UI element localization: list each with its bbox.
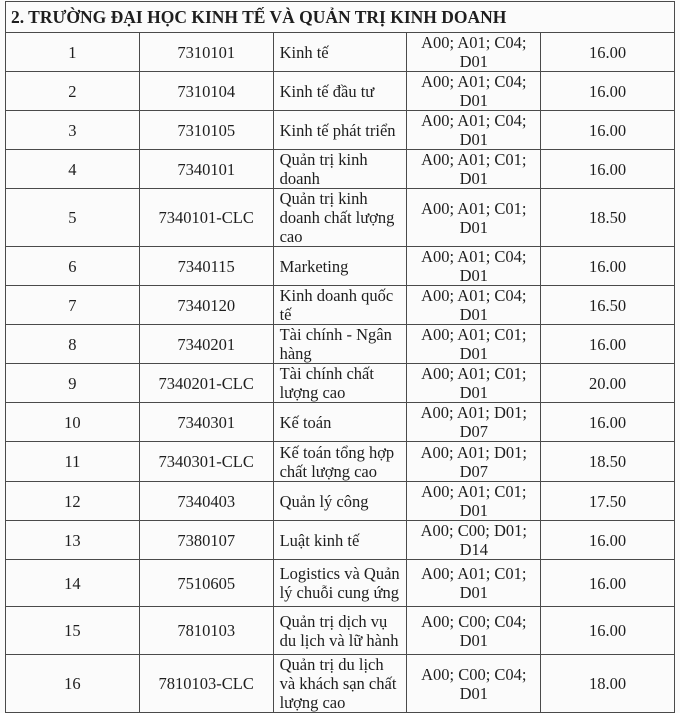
row-number: 6 [6,247,140,286]
major-name: Kinh tế [273,33,407,72]
table-row [6,33,675,72]
major-code: 7380107 [139,521,273,560]
major-code: 7340301 [139,403,273,442]
subject-combination: A00; A01; C01; D01 [407,560,541,607]
subject-combination: A00; A01; D01; D07 [407,403,541,442]
major-name: Logistics và Quản lý chuỗi cung ứng [273,560,407,607]
table-row [6,482,675,521]
subject-combination: A00; A01; C01; D01 [407,364,541,403]
subject-combination: A00; C00; C04; D01 [407,607,541,655]
major-name: Luật kinh tế [273,521,407,560]
subject-combination: A00; A01; C01; D01 [407,150,541,189]
cutoff-score: 18.50 [541,442,675,482]
subject-combination: A00; A01; C04; D01 [407,72,541,111]
cutoff-score: 16.00 [541,560,675,607]
row-number: 16 [6,655,140,713]
table-row [6,72,675,111]
cutoff-score: 16.00 [541,521,675,560]
major-name: Quản trị dịch vụ du lịch và lữ hành [273,607,407,655]
cutoff-score: 20.00 [541,364,675,403]
row-number: 1 [6,33,140,72]
major-name: Quản trị du lịch và khách sạn chất lượng cao [273,655,407,713]
table-row [6,189,675,247]
table-row [6,607,675,655]
subject-combination: A00; A01; C04; D01 [407,111,541,150]
major-name: Quản lý công [273,482,407,521]
major-name: Kinh tế phát triển [273,111,407,150]
major-code: 7340101 [139,150,273,189]
table-row [6,403,675,442]
row-number: 8 [6,325,140,364]
row-number: 3 [6,111,140,150]
major-name: Kinh tế đầu tư [273,72,407,111]
major-code: 7310101 [139,33,273,72]
table-row [6,150,675,189]
major-code: 7810103-CLC [139,655,273,713]
major-name: Tài chính chất lượng cao [273,364,407,403]
cutoff-score: 16.50 [541,286,675,325]
major-name: Quản trị kinh doanh [273,150,407,189]
row-number: 7 [6,286,140,325]
cutoff-score: 16.00 [541,247,675,286]
cutoff-score: 18.50 [541,189,675,247]
major-name: Tài chính - Ngân hàng [273,325,407,364]
major-code: 7310105 [139,111,273,150]
major-name: Kế toán tổng hợp chất lượng cao [273,442,407,482]
major-code: 7340201 [139,325,273,364]
table-row [6,247,675,286]
subject-combination: A00; C00; D01; D14 [407,521,541,560]
admission-scores-table [5,1,675,713]
cutoff-score: 16.00 [541,33,675,72]
table-row [6,560,675,607]
major-code: 7340120 [139,286,273,325]
major-name: Kế toán [273,403,407,442]
subject-combination: A00; C00; C04; D01 [407,655,541,713]
subject-combination: A00; A01; C04; D01 [407,33,541,72]
cutoff-score: 16.00 [541,72,675,111]
subject-combination: A00; A01; D01; D07 [407,442,541,482]
row-number: 9 [6,364,140,403]
major-name: Quản trị kinh doanh chất lượng cao [273,189,407,247]
subject-combination: A00; A01; C04; D01 [407,247,541,286]
section-title: 2. TRƯỜNG ĐẠI HỌC KINH TẾ VÀ QUẢN TRỊ KINH DOANH [6,2,675,33]
section-header-row [6,2,675,33]
cutoff-score: 16.00 [541,607,675,655]
row-number: 5 [6,189,140,247]
major-code: 7340403 [139,482,273,521]
table-row [6,286,675,325]
table-row [6,655,675,713]
row-number: 4 [6,150,140,189]
major-code: 7340115 [139,247,273,286]
table-row [6,364,675,403]
major-code: 7340201-CLC [139,364,273,403]
table-row [6,111,675,150]
subject-combination: A00; A01; C01; D01 [407,325,541,364]
major-code: 7510605 [139,560,273,607]
row-number: 15 [6,607,140,655]
cutoff-score: 16.00 [541,111,675,150]
row-number: 10 [6,403,140,442]
major-code: 7340301-CLC [139,442,273,482]
table-row [6,521,675,560]
subject-combination: A00; A01; C01; D01 [407,482,541,521]
row-number: 2 [6,72,140,111]
row-number: 13 [6,521,140,560]
subject-combination: A00; A01; C01; D01 [407,189,541,247]
major-code: 7810103 [139,607,273,655]
major-code: 7310104 [139,72,273,111]
subject-combination: A00; A01; C04; D01 [407,286,541,325]
table-row [6,325,675,364]
cutoff-score: 16.00 [541,325,675,364]
major-name: Marketing [273,247,407,286]
cutoff-score: 17.50 [541,482,675,521]
cutoff-score: 16.00 [541,150,675,189]
row-number: 12 [6,482,140,521]
row-number: 14 [6,560,140,607]
major-name: Kinh doanh quốc tế [273,286,407,325]
cutoff-score: 18.00 [541,655,675,713]
major-code: 7340101-CLC [139,189,273,247]
cutoff-score: 16.00 [541,403,675,442]
row-number: 11 [6,442,140,482]
table-row [6,442,675,482]
